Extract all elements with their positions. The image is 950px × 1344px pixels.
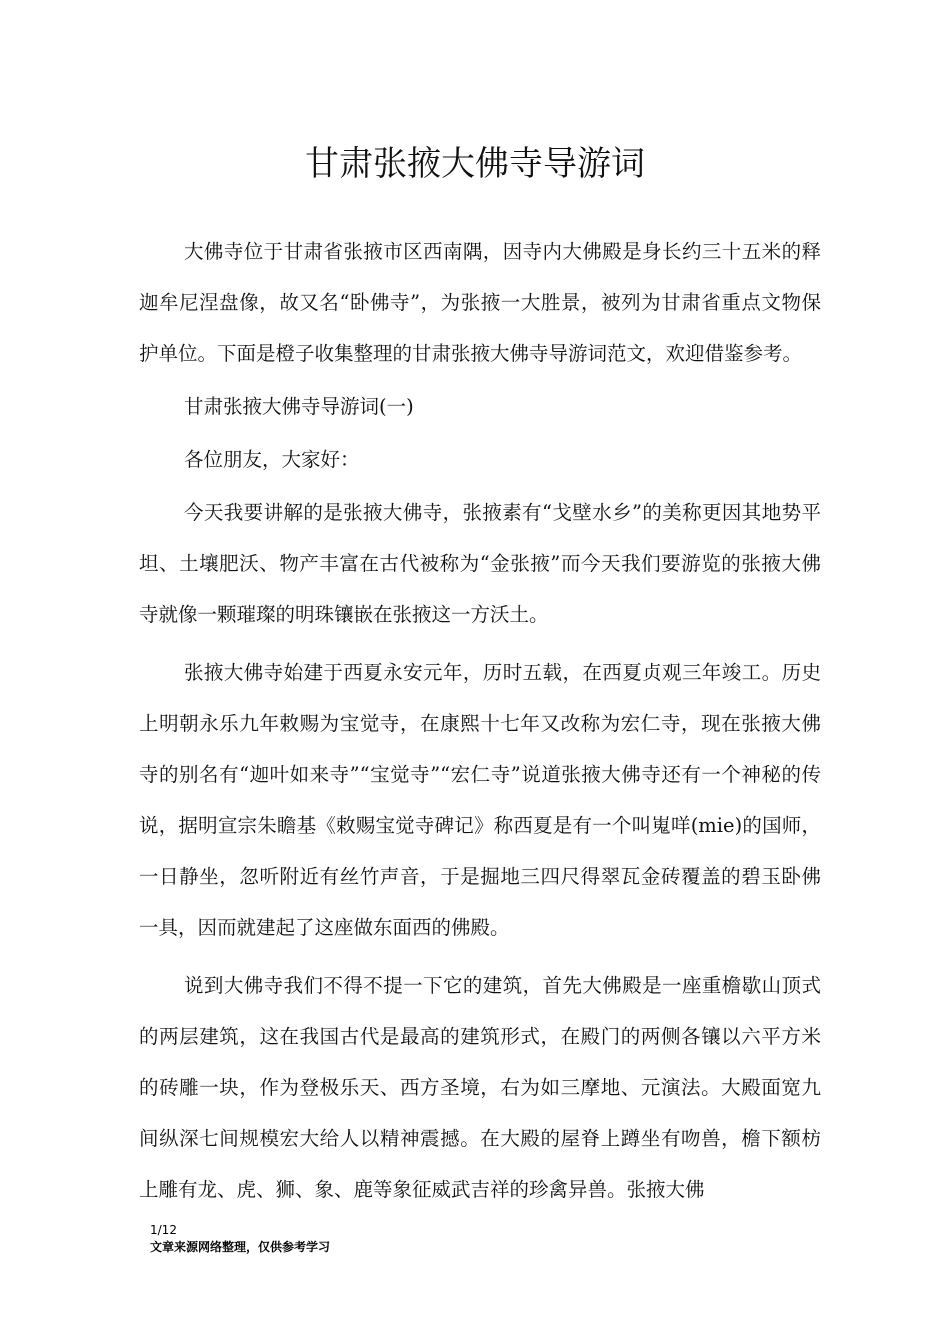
- page-footer: [150, 1222, 330, 1256]
- body-paragraph: 说到大佛寺我们不得不提一下它的建筑，首先大佛殿是一座重檐歇山顶式的两层建筑，这在我国古代是最高的建筑形式，在殿门的两侧各镶以六平方米的砖雕一块，作为登极乐天、西方圣境，右为如三摩地、元演法。大殿面宽九间纵深七间规模宏大给人以精神震撼。在大殿的屋脊上蹲坐有吻兽，檐下额枋上雕有龙、虎、狮、象、鹿等象征威武吉祥的珍禽异兽。张掖大佛: [139, 974, 821, 1201]
- page-title: 甘肃张掖大佛寺导游词: [305, 144, 645, 184]
- greeting-paragraph: 各位朋友，大家好：: [184, 448, 360, 471]
- page-number: 1/12: [150, 1223, 177, 1237]
- source-note: 文章来源网络整理，仅供参考学习: [150, 1240, 331, 1254]
- body-paragraph: 张掖大佛寺始建于西夏永安元年，历时五载，在西夏贞观三年竣工。历史上明朝永乐九年敕赐为宝觉寺，在康熙十七年又改称为宏仁寺，现在张掖大佛寺的别名有“迦叶如来寺”“宝觉寺”“宏仁寺”说道张掖大佛寺还有一个神秘的传说，据明宣宗朱瞻基《敕赐宝觉寺碑记》称西夏是有一个叫嵬咩(mie)的国师，一日静坐，忽听附近有丝竹声音，于是掘地三四尺得翠瓦金砖覆盖的碧玉卧佛一具，因而就建起了这座做东面西的佛殿。: [139, 661, 821, 939]
- document-body: [139, 226, 821, 1215]
- intro-paragraph: 大佛寺位于甘肃省张掖市区西南隅，因寺内大佛殿是身长约三十五米的释迦牟尼涅盘像，故又名“卧佛寺”，为张掖一大胜景，被列为甘肃省重点文物保护单位。下面是橙子收集整理的甘肃张掖大佛寺导游词范文，欢迎借鉴参考。: [139, 240, 821, 365]
- body-paragraph: 今天我要讲解的是张掖大佛寺，张掖素有“戈壁水乡”的美称更因其地势平坦、土壤肥沃、物产丰富在古代被称为“金张掖”而今天我们要游览的张掖大佛寺就像一颗璀璨的明珠镶嵌在张掖这一方沃土。: [139, 501, 821, 626]
- section-heading: 甘肃张掖大佛寺导游词(一): [184, 395, 414, 418]
